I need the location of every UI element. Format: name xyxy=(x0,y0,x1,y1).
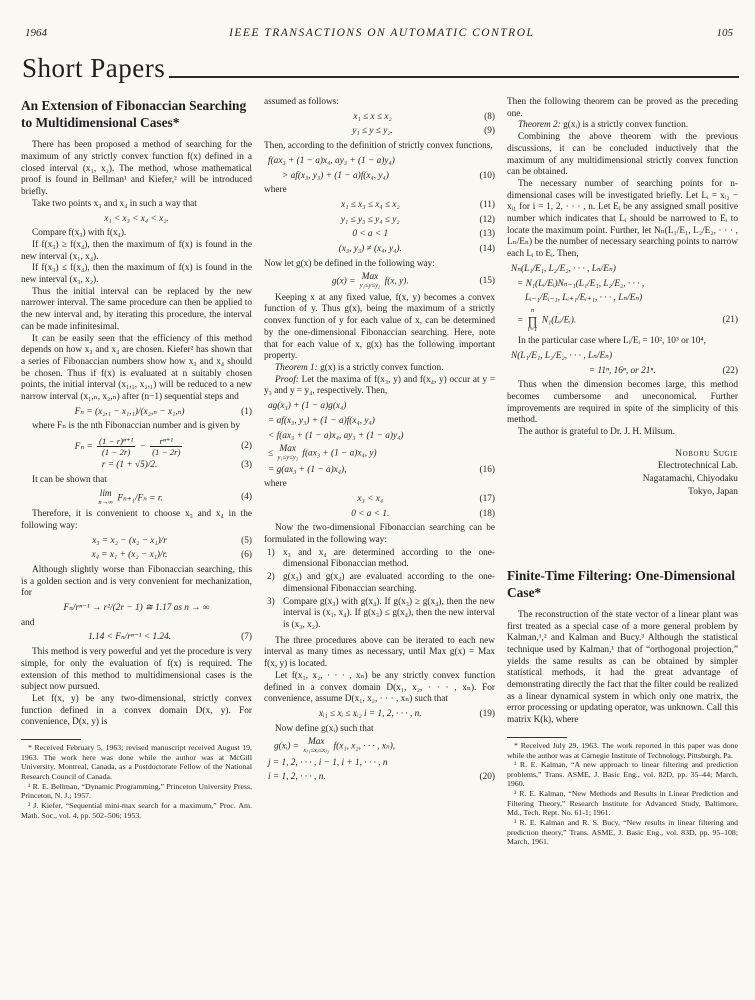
equation-lhs: Fₙ = xyxy=(74,441,93,452)
paragraph: Then, according to the definition of strictly convex functions, xyxy=(264,141,493,152)
article-2-title: Finite-Time Filtering: One-Dimensional Case* xyxy=(507,567,736,600)
paragraph: Then the following theorem can be proved as the preceding one. xyxy=(507,97,738,119)
author-affiliation: Nagatamachi, Chiyodaku xyxy=(642,474,738,485)
equation-number: (13) xyxy=(479,229,495,240)
limit-operator xyxy=(98,490,113,506)
equation-14 xyxy=(264,244,495,256)
equation-body: 0 < a < 1. xyxy=(351,508,390,519)
equation-body: Fₙ/rⁿ⁻¹ → r²/(2r − 1) ≅ 1.17 as n → ∞ xyxy=(63,603,210,614)
equation-body: Lᵢ₋₁/Eᵢ₋₁, Lᵢ₊₁/Eᵢ₊₁, · · · , Lₙ/Eₙ) xyxy=(525,293,643,304)
list-marker: 2) xyxy=(267,572,275,583)
theorem-text: g(xᵢ) is a strictly convex function. xyxy=(560,120,689,131)
fraction-numerator: rⁿ⁺¹ xyxy=(159,436,174,447)
equation-body xyxy=(264,738,495,754)
equation-body: x₄ = x₁ + (x₂ − x₁)/r. xyxy=(91,550,168,561)
header-year: 1964 xyxy=(25,27,47,39)
equation-body: Fₙ = (x₂,₁ − x₁,₁)/(x₂,ₙ − x₁,ₙ) xyxy=(74,406,185,417)
list-item xyxy=(264,572,495,595)
equation-body xyxy=(264,445,495,461)
operator: Max xyxy=(361,272,379,283)
list-marker: 1) xyxy=(267,547,275,558)
paragraph: Therefore, it is convenient to choose x₃ and x₄ in the following way: xyxy=(21,509,252,531)
list-text: Compare g(x₃) with g(x₄). If g(x₃) ≥ g(x₄), then the new interval is (x₁, x₄). If g(x₃) ≤ g(x₄), then the new interval is (x₃, x₂). xyxy=(283,596,495,630)
equation-rhs: N₁(Lᵢ/Eᵢ). xyxy=(541,315,577,326)
equation-6 xyxy=(21,550,252,562)
operator: Max xyxy=(279,444,296,455)
equation-number: (16) xyxy=(479,464,495,475)
footnote: ¹ R. E. Kalman, “A new approach to linear filtering and prediction problems,” Trans. ASME, J. Basic Eng., vol. 82D, pp. 35–44; March, 1960. xyxy=(507,760,738,789)
equation xyxy=(21,603,252,615)
equation-15 xyxy=(264,273,495,289)
equation-7 xyxy=(21,632,252,644)
footnote: * Received July 29, 1963. The work reported in this paper was done while the author was at Carnegie Institute of Technology, Pittsburgh, Pa. xyxy=(507,740,738,760)
paragraph: Compare f(x₃) with f(x₄). xyxy=(32,228,127,239)
paragraph: assumed as follows: xyxy=(264,97,339,107)
equation-number: (14) xyxy=(479,244,495,255)
operator-limits: y₁≤y≤y₂ xyxy=(277,453,299,461)
paragraph: Now the two-dimensional Fibonaccian searching can be formulated in the following way: xyxy=(264,523,495,546)
equation-body: r = (1 + √5)/2. xyxy=(101,460,158,471)
paragraph: where Fₙ is the nth Fibonaccian number and is given by xyxy=(32,421,240,432)
paragraph: Thus when the dimension becomes large, this method becomes cumbersome and uneconomical. Further improvements are required in spite of the simplicity of this method. xyxy=(507,380,738,426)
fraction-numerator: (1 − r)ⁿ⁺¹ xyxy=(99,436,134,447)
equation-rhs: f(x₁, x₂, · · · , xₙ), xyxy=(333,741,396,752)
equation-number: (17) xyxy=(479,493,495,504)
section-title: Short Papers xyxy=(22,53,166,83)
equation-9 xyxy=(264,126,495,138)
list-text: g(x₃) and g(x₄) are evaluated according to the one-dimensional Fibonaccian searching. xyxy=(283,572,495,594)
list-item xyxy=(264,548,495,571)
footnote-rule xyxy=(21,739,81,740)
proof-text: Let the maxima of f(x₃, y) and f(x₄, y) occur at y = y₃ and y = y₄, respectively. Then, xyxy=(264,374,495,397)
equation-17 xyxy=(264,494,495,506)
equation-body: N(L₁/E₁, L₂/E₂, · · · , Lₙ/Eₙ) xyxy=(511,350,613,361)
product-symbol: ∏ xyxy=(527,313,538,328)
paragraph: The reconstruction of the state vector of a linear plant was first treated as a special case of a more general problem by Kalman,¹,² and Kalman and Bucy.³ Although the statistical technique used by Kalman,¹ that of “orthogonal projection,” yields the same results as can be obtained by simpler statistical methods, it had the great advantage of demonstrating directly the fact that the filter could be realized as a linear dynamical system in which only one matrix, the error processing or updating operator, was unknown. Call this matrix K(k), where xyxy=(507,609,738,726)
equation-number: (6) xyxy=(241,550,252,561)
equation-20-line-1 xyxy=(264,738,495,754)
paragraph: where xyxy=(264,185,287,196)
equation-16-line-3 xyxy=(264,431,495,443)
equation-19 xyxy=(264,709,495,721)
product-lower-limit: i=1 xyxy=(527,325,538,333)
equation-3 xyxy=(21,460,252,472)
proof-label: Proof: xyxy=(275,374,299,385)
equation-body: x₃ < x₄ xyxy=(357,493,384,504)
equation-body: f(ax₃ + (1 − a)x₄, ay₃ + (1 − a)y₄) xyxy=(268,155,395,166)
equation-16-line-4 xyxy=(264,445,495,461)
relation-sign: ≤ xyxy=(268,448,274,459)
equation-rhs: Fₙ₊₁/Fₙ = r. xyxy=(117,493,163,504)
equation-20-line-3 xyxy=(264,772,495,784)
equation-body: i = 1, 2, · · · , n. xyxy=(268,772,326,783)
theorem-label: Theorem 2: xyxy=(518,120,561,131)
equation-22-line-2 xyxy=(507,366,738,378)
paragraph: Now define g(xᵢ) such that xyxy=(275,723,374,734)
equation-body: 1.14 < Fₙ/rⁿ⁻¹ < 1.24. xyxy=(88,632,172,643)
equals-sign: = xyxy=(517,315,524,326)
author-block xyxy=(507,448,738,499)
equation-number: (11) xyxy=(479,199,495,210)
equation-body: xᵢ₁ ≤ xᵢ ≤ xᵢ₂ i = 1, 2, · · · , n. xyxy=(318,708,422,719)
theorem-label: Theorem 1: xyxy=(275,363,318,373)
equation-number: (22) xyxy=(722,365,738,376)
equation-5 xyxy=(21,536,252,548)
equation-body: x₁ ≤ x₃ ≤ x₄ ≤ x₂ xyxy=(341,199,400,210)
section-heading xyxy=(22,55,739,82)
article-1-title: An Extension of Fibonaccian Searching to Multidimensional Cases* xyxy=(21,98,247,131)
theorem-2 xyxy=(507,120,738,132)
columns xyxy=(0,82,755,847)
equation-number: (8) xyxy=(484,111,495,122)
equation-body: 0 < a < 1 xyxy=(352,229,389,240)
equation-number: (3) xyxy=(241,460,252,471)
operator-limits: xⱼ₁≤xⱼ≤xⱼ₂ xyxy=(303,747,330,755)
fraction-denominator: (1 − 2r) xyxy=(97,446,135,457)
paragraph: This method is very powerful and yet the procedure is very simple, for only the evaluation of f(x) is required. The extension of this method to multidimensional cases is the subject now pursued. xyxy=(21,647,252,693)
list-text: x₃ and x₄ are determined according to the one-dimensional Fibonaccian method. xyxy=(283,547,495,570)
equation-number: (18) xyxy=(479,508,495,519)
max-operator xyxy=(277,445,298,461)
equation-number: (15) xyxy=(479,275,495,286)
author-name: Noboru Sugie xyxy=(675,448,738,459)
paragraph: Let f(x₁, x₂, · · · , xₙ) be any strictly convex function defined in a convex domain D(x₁, x₂, · · · , xₙ). For convenience, assume D(x₁, x₂, · · · , xₙ) such that xyxy=(264,670,495,705)
equation-body: Nₙ(L₁/E₁, L₂/E₂, · · · , Lₙ/Eₙ) xyxy=(511,263,616,274)
equation-number: (21) xyxy=(722,314,738,325)
list-marker: 3) xyxy=(267,596,275,607)
equation-body xyxy=(21,490,238,506)
header-page-number: 105 xyxy=(716,27,733,39)
paragraph: Although slightly worse than Fibonaccian searching, this is a golden section and is very convenient for mechanization, for xyxy=(21,564,252,599)
equation-4 xyxy=(21,490,252,506)
column-2 xyxy=(264,97,495,847)
equation-8 xyxy=(264,112,495,124)
author-affiliation: Tokyo, Japan xyxy=(688,486,738,497)
footnote: ² J. Kiefer, “Sequential mini-max search for a maximum,” Proc. Am. Math. Soc., vol. 4, pp. 502–506; 1953. xyxy=(21,801,252,820)
equation-body: x₁ ≤ x ≤ x₂ xyxy=(353,111,392,122)
equation xyxy=(21,214,252,226)
paragraph: If f(x₃) ≤ f(x₄), then the maximum of f(x) is found in the new interval (x₃, x₂). xyxy=(21,263,252,286)
equation-16-line-2 xyxy=(264,416,495,428)
equation-number: (10) xyxy=(479,170,495,181)
equation-number: (4) xyxy=(241,492,252,503)
equation-lhs: g(x) = xyxy=(331,276,356,287)
theorem-1 xyxy=(264,363,495,375)
footnote: ³ R. E. Kalman and R. S. Bucy, “New results in linear filtering and prediction theory,” Trans. ASME, J. Basic Eng., vol. 83D, pp. 95–108; March, 1961. xyxy=(507,818,738,847)
theorem-text: g(x) is a strictly convex function. xyxy=(317,363,444,373)
paragraph: It can be easily seen that the efficiency of this method depends on how x₃ and x₄ are chosen. Kiefer² has shown that a series of Fibonaccian numbers show how x₃ and x₄ should be chosen. Thus if f(x) is evaluated at n suitably chosen points, the initial interval (x₁,₁, x₂,₁) will be reduced to a new narrow interval (x₁,ₙ, x₂,ₙ) after (n−1) sequential steps and xyxy=(21,333,252,403)
max-operator xyxy=(303,738,329,754)
equation-rhs: f(x, y). xyxy=(384,276,409,287)
list-item xyxy=(264,597,495,632)
equation-10 xyxy=(264,156,495,168)
fraction-denominator: (1 − 2r) xyxy=(152,447,181,458)
paragraph: Thus the initial interval can be replaced by the new narrower interval. The same procedure can then be applied to the new interval and, by iterating this procedure, the interval can be made infinitesimal. xyxy=(21,286,252,332)
equation-11 xyxy=(264,200,495,212)
max-operator xyxy=(360,273,381,289)
equation-21-line-2 xyxy=(507,279,738,291)
section-rule xyxy=(169,76,739,78)
paragraph: The author is grateful to Dr. J. H. Milsum. xyxy=(518,427,675,438)
equation-body: x₃ = x₂ − (x₂ − x₁)/r xyxy=(92,535,167,546)
paragraph: In the particular case where Lᵢ/Eᵢ = 10², 10³ or 10⁴, xyxy=(518,336,706,347)
equation-21-line-4 xyxy=(507,308,738,333)
paragraph: The three procedures above can be iterated to each new interval as many times as necessary, until Max g(x) = Max f(x, y) is located. xyxy=(264,635,495,670)
equation-number: (2) xyxy=(241,440,252,451)
equation-number: (7) xyxy=(241,632,252,643)
equation-21-line-1 xyxy=(507,264,738,276)
operator: Max xyxy=(308,737,325,748)
equation-number: (12) xyxy=(479,214,495,225)
page-header xyxy=(0,0,755,39)
equation-body: x₁ < x₃ < x₄ < x₂. xyxy=(104,213,169,224)
equation-body: > af(x₃, y₃) + (1 − a)f(x₄, y₄) xyxy=(282,170,389,181)
paragraph: It can be shown that xyxy=(32,475,107,486)
equation-number: (19) xyxy=(479,708,495,719)
minus-sign: − xyxy=(139,441,146,452)
operator: lim xyxy=(99,488,112,499)
paragraph: Now let g(x) be defined in the following way: xyxy=(264,258,435,269)
equation-number: (1) xyxy=(241,406,252,417)
footnote: * Received February 5, 1963; revised manuscript received August 19, 1963. The work here was done while the author was at McGill University, Montreal, Canada, as a Postdoctorate Fellow of the National Research Council of Canada. xyxy=(21,743,252,782)
equation-22-line-1 xyxy=(507,351,738,363)
equation-10-line-2 xyxy=(264,171,495,183)
equation-1 xyxy=(21,407,252,419)
fraction xyxy=(150,436,182,457)
equation-lhs: g(xᵢ) = xyxy=(274,741,300,752)
equation-16-line-1 xyxy=(264,401,495,413)
equation-body xyxy=(507,308,720,333)
footnote: ¹ R. E. Bellman, “Dynamic Programming,” Princeton University Press, Princeton, N. J.; 1957. xyxy=(21,781,252,801)
operator-limits: y₁≤y≤y₂ xyxy=(359,282,381,290)
footnote: ² R. E. Kalman, “New Methods and Results in Linear Prediction and Filtering Theory,” Research Institute for Advanced Study, Baltimore, Md., Tech. Rept. No. 61-1; 1961. xyxy=(507,789,738,818)
paragraph: where xyxy=(264,479,287,490)
equation-body: = N₁(Lᵢ/Eᵢ)Nₙ₋₁(L₁/E₁, L₂/E₂, · · · , xyxy=(517,278,645,289)
paragraph: Let f(x, y) be any two-dimensional, strictly convex function defined in a convex domain D(x, y). For convenience, D(x, y) is xyxy=(21,694,252,728)
equation-number: (9) xyxy=(484,126,495,137)
equation-body: = g(ax₃ + (1 − a)x₄), xyxy=(268,464,347,475)
paragraph: There has been proposed a method of searching for the maximum of any strictly convex function f(x) defined in a closed interval (x₁, x₂). The method, whose mathematical proof is found in Bellman¹ and Kiefer,² will be introduced briefly. xyxy=(21,140,252,198)
product-operator xyxy=(528,308,538,333)
proof xyxy=(264,375,495,398)
equation-body: (x₃, y₃) ≠ (x₄, y₄). xyxy=(338,244,402,255)
column-3 xyxy=(507,97,738,847)
column-1 xyxy=(21,97,252,847)
fraction xyxy=(97,436,135,457)
equation-number: (5) xyxy=(241,535,252,546)
equation-number: (20) xyxy=(479,772,495,783)
author-affiliation: Electrotechnical Lab. xyxy=(657,461,738,472)
paragraph: The necessary number of searching points for n-dimensional cases will be investigated briefly. Let Lᵢ = xᵢ₂ − xᵢ₁ for i = 1, 2, · · · , n. Let Eᵢ be any assigned small positive number which indicates that Lᵢ should be narrowed to Eᵢ to locate the maximum point. Further, let Nₙ(L₁/E₁, L₂/E₂, · · · , Lₙ/Eₙ) be the number of necessary searching points to narrow each Lᵢ to Eᵢ. Then, xyxy=(507,178,738,260)
equation-body: ag(x₃) + (1 − a)g(x₄) xyxy=(268,401,347,412)
equation-body: y₁ ≤ y₃ ≤ y₄ ≤ y₂ xyxy=(340,214,400,225)
equation-body: = af(x₃, y₃) + (1 − a)f(x₄, y₄) xyxy=(268,415,375,426)
equation-20-line-2 xyxy=(264,758,495,770)
paragraph: Combining the above theorem with the previous discussions, it can be concluded inductively that the maximum of any multidimensional strictly convex function can be obtained. xyxy=(507,132,738,178)
paragraph: and xyxy=(21,617,35,628)
footnote-rule xyxy=(507,737,567,738)
equation-body: = 11ⁿ, 16ⁿ, or 21ⁿ. xyxy=(588,365,656,376)
equation-2 xyxy=(21,436,252,457)
equation-body: j = 1, 2, · · · , i − 1, i + 1, · · · , n xyxy=(268,757,388,768)
equation-13 xyxy=(264,229,495,241)
equation-body xyxy=(264,273,477,289)
paragraph: Take two points x₃ and x₄ in such a way that xyxy=(32,198,197,209)
product-upper-limit: n xyxy=(530,306,535,314)
equation-16-line-5 xyxy=(264,465,495,477)
equation-body: y₁ ≤ y ≤ y₂. xyxy=(352,126,393,137)
equation-rhs: f(ax₃ + (1 − a)x₄, y) xyxy=(302,448,377,459)
equation-18 xyxy=(264,509,495,521)
paragraph: If f(x₃) ≥ f(x₄), then the maximum of f(x) is found in the new interval (x₁, x₄). xyxy=(21,239,252,262)
paragraph: Keeping x at any fixed value, f(x, y) becomes a convex function of y. Thus g(x), being the maximum of a strictly convex function of y for each value of x, can be determined by the one-dimensional Fibonaccian searching. Here, note that for each value of x, g(x) has the following important property. xyxy=(264,292,495,362)
operator-limits: n→∞ xyxy=(98,498,113,506)
equation-body: < f(ax₃ + (1 − a)x₄, ay₃ + (1 − a)y₄) xyxy=(268,430,404,441)
header-journal-title: IEEE TRANSACTIONS ON AUTOMATIC CONTROL xyxy=(229,27,535,39)
equation-body xyxy=(21,436,238,457)
equation-21-line-3 xyxy=(507,293,738,305)
equation-12 xyxy=(264,215,495,227)
